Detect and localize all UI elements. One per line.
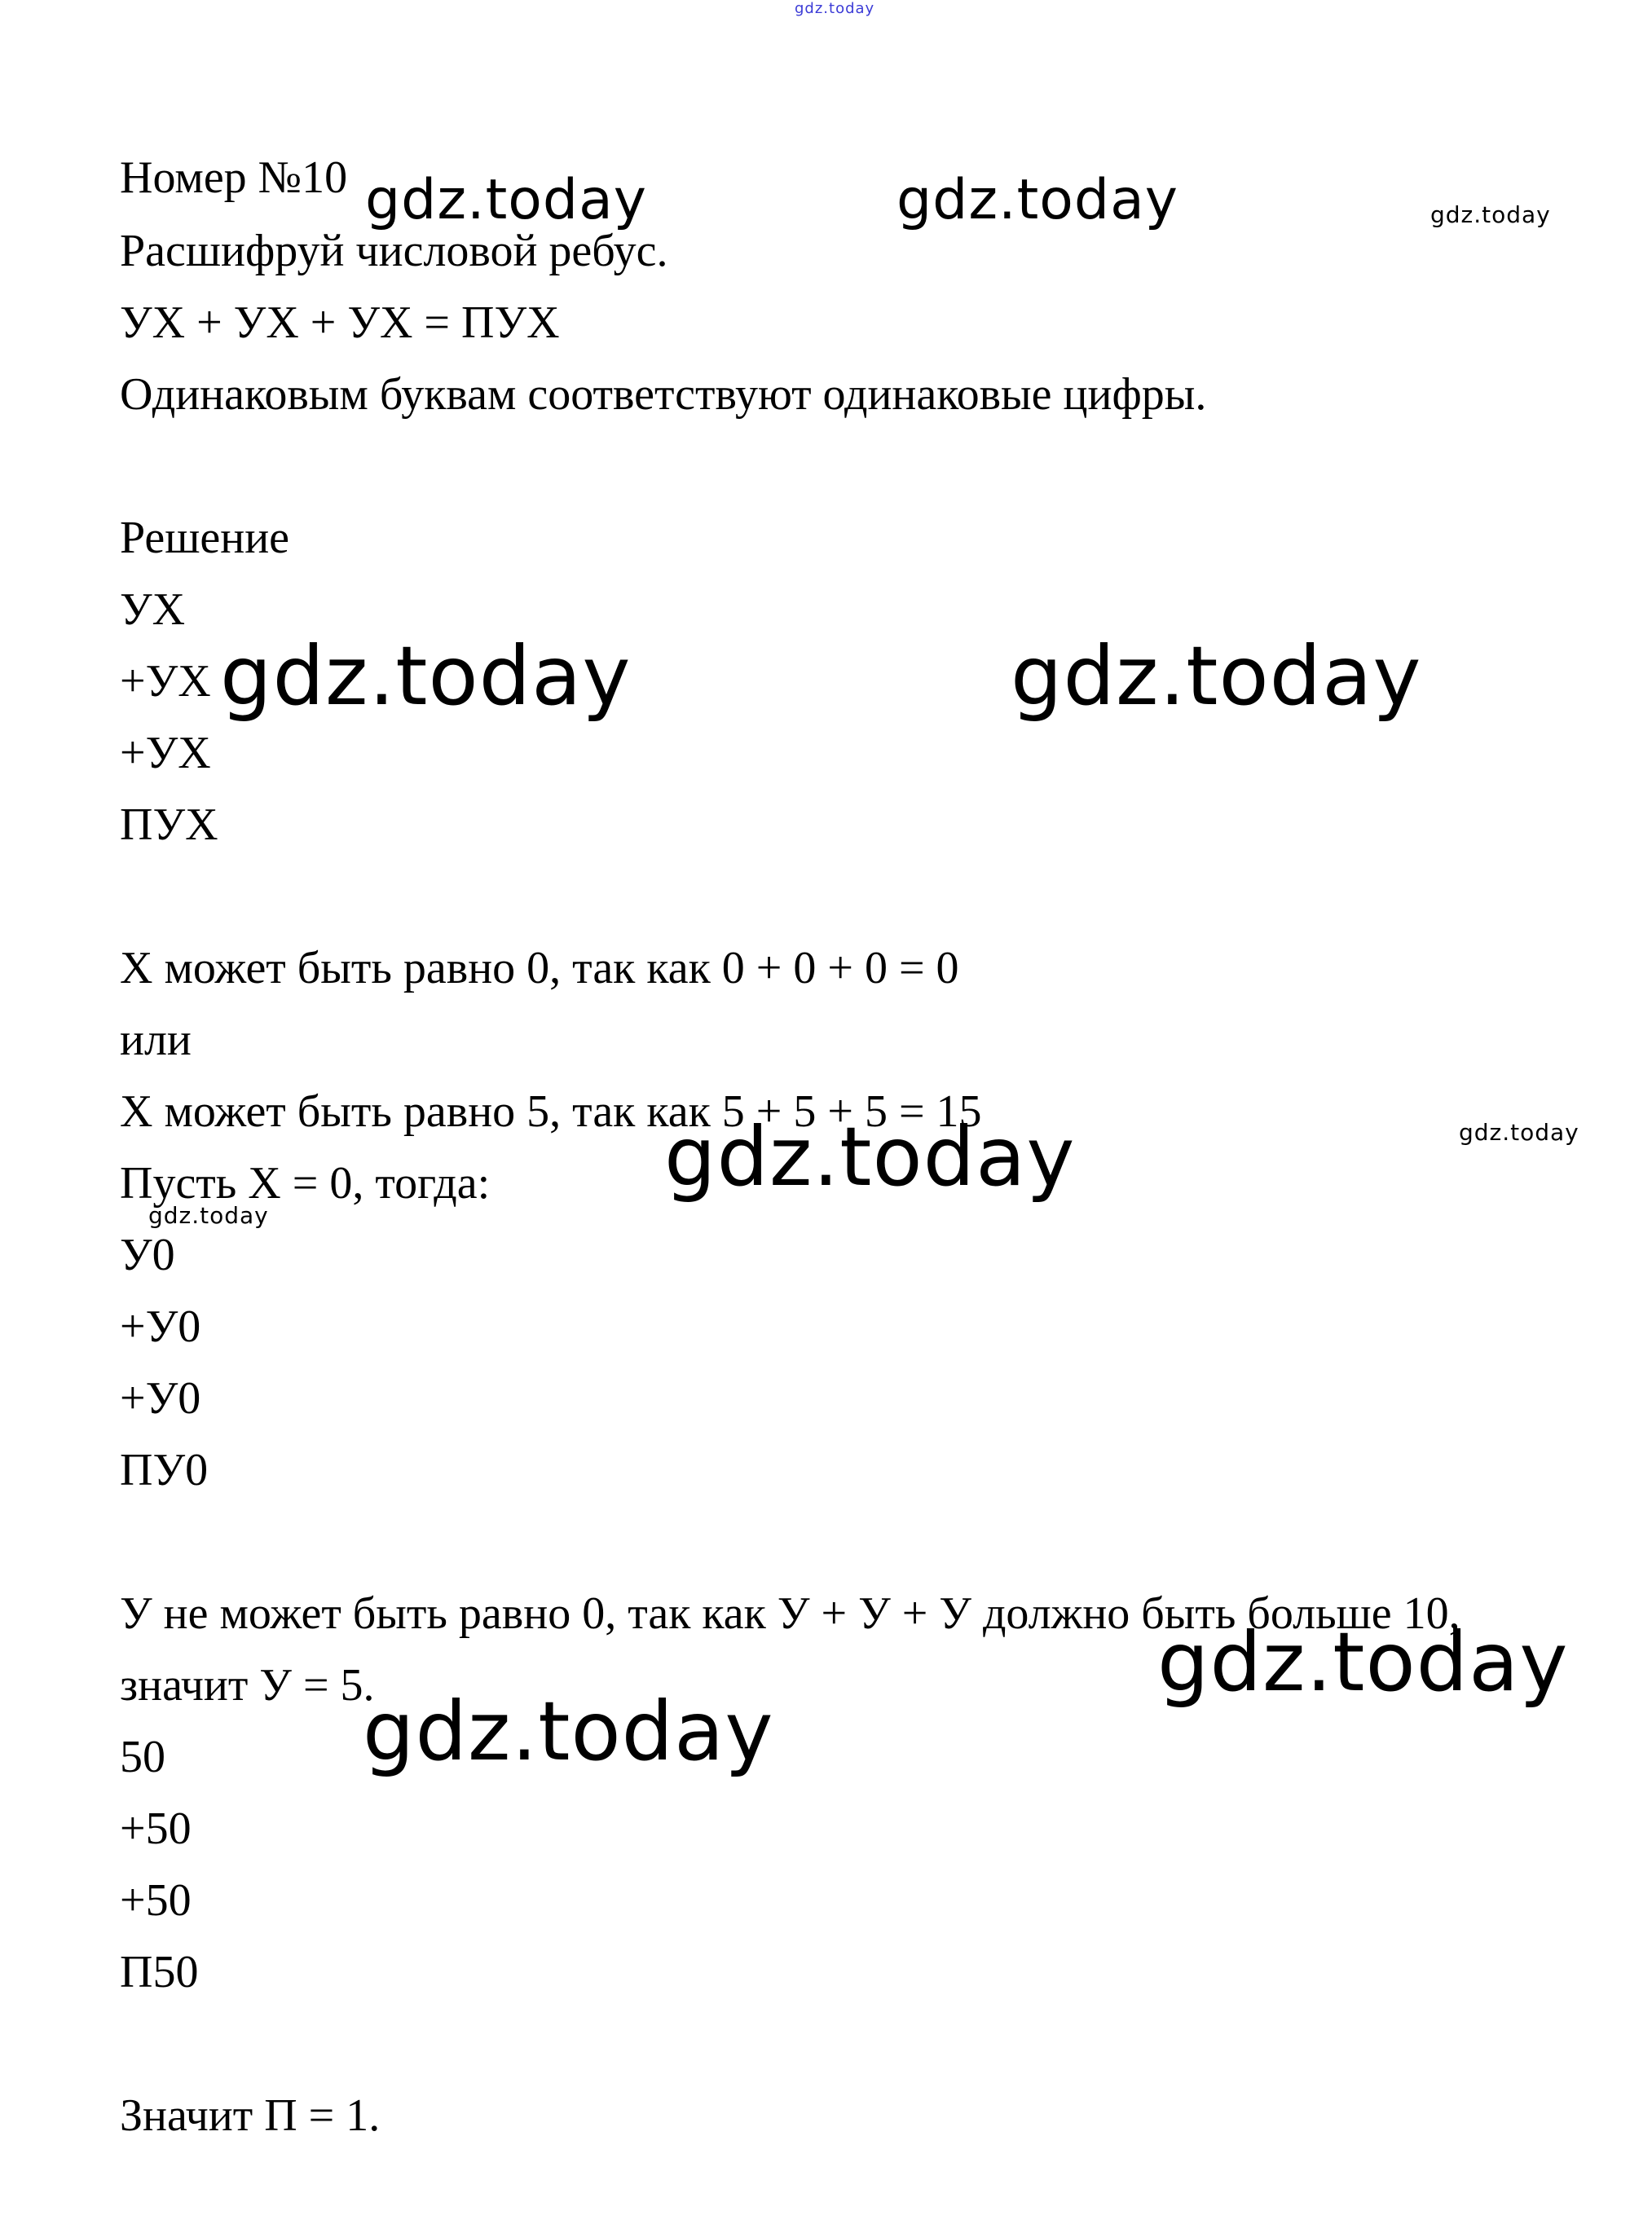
sum3-row-2: +50: [120, 1803, 192, 1854]
case-x-five: Х может быть равно 5, так как 5 + 5 + 5 = 15: [120, 1086, 982, 1137]
or-text: или: [120, 1015, 192, 1065]
watermark: gdz.today: [1430, 201, 1551, 228]
watermark: gdz.today: [363, 1684, 774, 1779]
sum3-result: П50: [120, 1947, 199, 1997]
sum-row-1: УХ: [120, 584, 186, 635]
sum3-row-3: +50: [120, 1875, 192, 1926]
sum2-row-2: +У0: [120, 1301, 201, 1352]
final-answer: Значит П = 1.: [120, 2090, 381, 2141]
case-x-zero: Х может быть равно 0, так как 0 + 0 + 0 = 0: [120, 943, 959, 993]
y-conclusion: значит У = 5.: [120, 1660, 375, 1711]
sum-row-2: +УХ: [120, 656, 211, 707]
y-reasoning: У не может быть равно 0, так как У + У + У должно быть больше 10,: [120, 1588, 1460, 1639]
sum2-row-3: +У0: [120, 1373, 201, 1424]
let-x-zero: Пусть Х = 0, тогда:: [120, 1158, 491, 1209]
watermark: gdz.today: [896, 168, 1178, 232]
task-condition: Одинаковым буквам соответствуют одинаковые цифры.: [120, 369, 1207, 420]
sum3-row-1: 50: [120, 1732, 165, 1782]
task-text: Расшифруй числовой ребус.: [120, 226, 668, 276]
sum2-row-1: У0: [120, 1230, 175, 1280]
sum-row-3: +УХ: [120, 728, 211, 778]
watermark: gdz.today: [1011, 628, 1422, 724]
watermark: gdz.today: [1459, 1119, 1579, 1146]
watermark: gdz.today: [220, 628, 632, 724]
rebus-equation: УХ + УХ + УХ = ПУХ: [120, 297, 560, 348]
watermark: gdz.today: [664, 1109, 1076, 1204]
problem-number: Номер №10: [120, 152, 348, 203]
solution-heading: Решение: [120, 513, 290, 563]
sum2-result: ПУ0: [120, 1445, 209, 1495]
watermark: gdz.today: [365, 168, 647, 232]
watermark: gdz.today: [1157, 1614, 1569, 1710]
top-watermark: gdz.today: [795, 0, 875, 17]
sum-result: ПУХ: [120, 799, 218, 850]
watermark: gdz.today: [148, 1202, 269, 1229]
